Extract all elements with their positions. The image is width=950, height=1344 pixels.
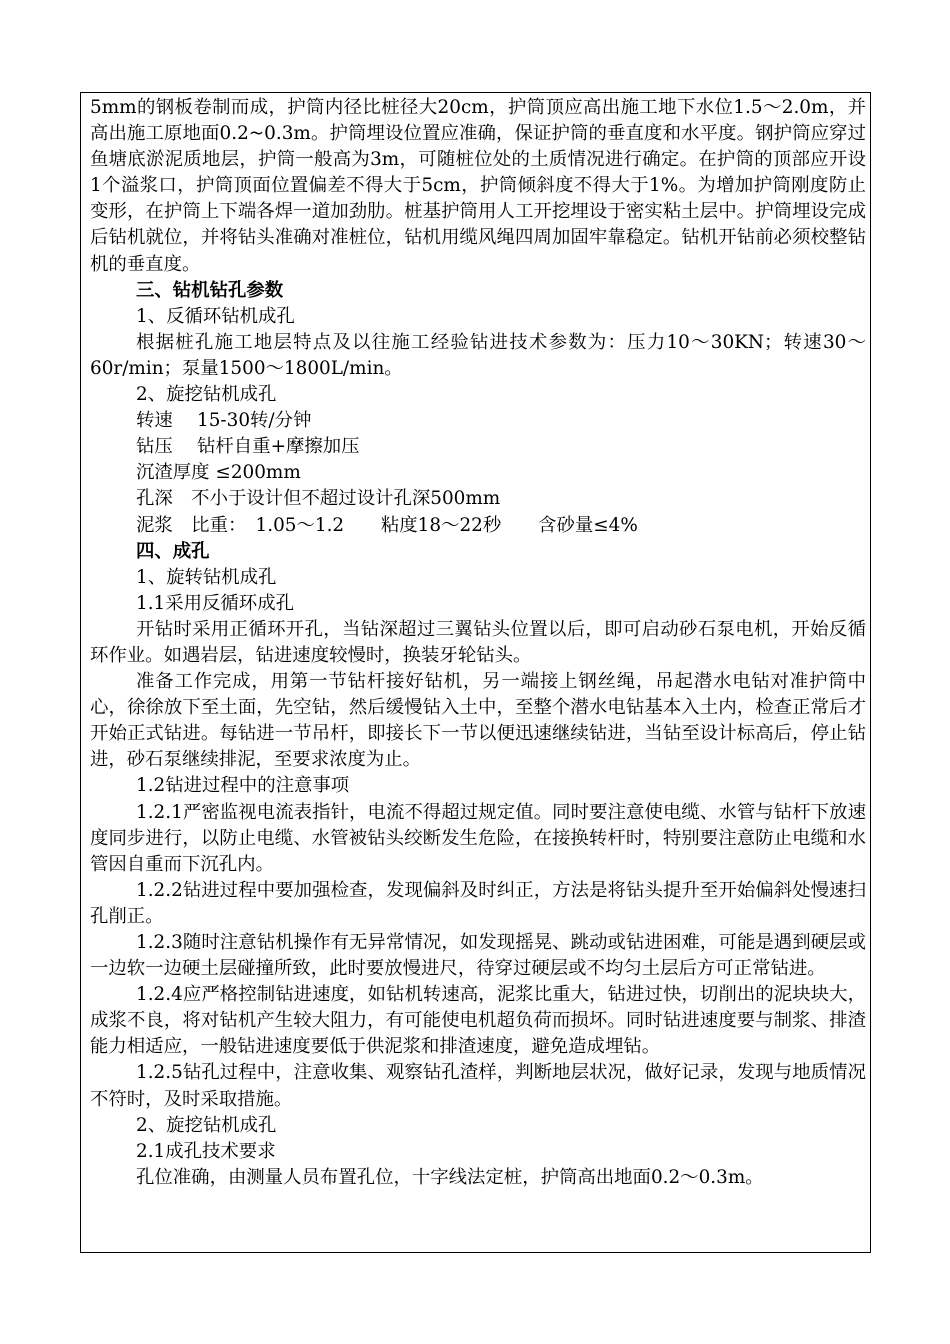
- paragraph-1-2-4: 1.2.4应严格控制钻进速度，如钻机转速高，泥浆比重大，钻进过快，切削出的泥块块大，成浆不良，将对钻机产生较大阻力，有可能使电机超负荷而损坏。同时钻进速度要与制浆、排渣能力相适应，一般钻进速度要低于供泥浆和排渣速度，避免造成埋钻。: [90, 984, 866, 1058]
- subheading-rotary-excavation: 2、旋挖钻机成孔: [136, 384, 277, 406]
- param-rotation-speed: 转速 15-30转/分钟: [136, 410, 312, 432]
- subheading-reverse-circulation: 1、反循环钻机成孔: [136, 305, 295, 327]
- param-mud: 泥浆 比重： 1.05～1.2 粘度18～22秒 含砂量≤4%: [136, 514, 638, 536]
- subheading-rotary-drilling: 1、旋转钻机成孔: [136, 566, 277, 588]
- paragraph-1-2-2: 1.2.2钻进过程中要加强检查，发现偏斜及时纠正，方法是将钻头提升至开始偏斜处慢速扫孔削正。: [90, 879, 866, 927]
- param-drilling-pressure: 钻压 钻杆自重+摩擦加压: [136, 436, 360, 458]
- paragraph-casing: 5mm的钢板卷制而成，护筒内径比桩径大20cm，护筒顶应高出施工地下水位1.5～2.0m，并高出施工原地面0.2~0.3m。护筒埋设位置应准确，保证护筒的垂直度和水平度。钢护筒应穿过鱼塘底淤泥质地层，护筒一般高为3m，可随桩位处的土质情况进行确定。在护筒的顶部应开设1个溢浆口，护筒顶面位置偏差不得大于5cm，护筒倾斜度不得大于1%。为增加护筒刚度防止变形，在护筒上下端各焊一道加劲肋。桩基护筒用人工开挖埋设于密实粘土层中。护筒埋设完成后钻机就位，并将钻头准确对准桩位，钻机用缆风绳四周加固牢靠稳定。钻机开钻前必须校整钻机的垂直度。: [90, 97, 867, 275]
- section-heading-drilling-parameters: 三、钻机钻孔参数: [136, 279, 284, 301]
- paragraph-hole-position: 孔位准确，由测量人员布置孔位，十字线法定桩，护筒高出地面0.2～0.3m。: [136, 1166, 764, 1188]
- subheading-1-2: 1.2钻进过程中的注意事项: [136, 775, 350, 797]
- paragraph-1-2-3: 1.2.3随时注意钻机操作有无异常情况，如发现摇晃、跳动或钻进困难，可能是遇到硬层或一边软一边硬土层碰撞所致，此时要放慢进尺，待穿过硬层或不均匀土层后方可正常钻进。: [90, 932, 866, 980]
- subheading-1-1: 1.1采用反循环成孔: [136, 592, 294, 614]
- param-sediment-thickness: 沉渣厚度 ≤200mm: [136, 462, 301, 484]
- subheading-2-1: 2.1成孔技术要求: [136, 1140, 276, 1162]
- paragraph-preparation: 准备工作完成，用第一节钻杆接好钻机，另一端接上钢丝绳，吊起潜水电钻对准护筒中心，徐徐放下至土面，先空钻，然后缓慢钻入土中，至整个潜水电钻基本入土内，检查正常后才开始正式钻进。每钻进一节吊杆，即接长下一节以便迅速继续钻进，当钻至设计标高后，停止钻进，砂石泵继续排泥，至要求浓度为止。: [90, 671, 866, 771]
- subheading-rotary-excavation-2: 2、旋挖钻机成孔: [136, 1114, 277, 1136]
- section-heading-hole-forming: 四、成孔: [136, 540, 210, 562]
- paragraph-drilling-parameters: 根据桩孔施工地层特点及以往施工经验钻进技术参数为：压力10～30KN；转速30～60r/min；泵量1500～1800L/min。: [90, 331, 866, 379]
- paragraph-1-2-1: 1.2.1严密监视电流表指针，电流不得超过规定值。同时要注意使电缆、水管与钻杆下放速度同步进行，以防止电缆、水管被钻头绞断发生危险，在接换转杆时，特别要注意防止电缆和水管因自重而下沉孔内。: [90, 801, 866, 875]
- paragraph-1-2-5: 1.2.5钻孔过程中，注意收集、观察钻孔渣样，判断地层状况，做好记录，发现与地质情况不符时，及时采取措施。: [90, 1062, 866, 1110]
- param-hole-depth: 孔深 不小于设计但不超过设计孔深500mm: [136, 488, 501, 510]
- document-body: [90, 95, 866, 1191]
- paragraph-start-drilling: 开钻时采用正循环开孔，当钻深超过三翼钻头位置以后，即可启动砂石泵电机，开始反循环作业。如遇岩层，钻进速度较慢时，换装牙轮钻头。: [90, 618, 866, 666]
